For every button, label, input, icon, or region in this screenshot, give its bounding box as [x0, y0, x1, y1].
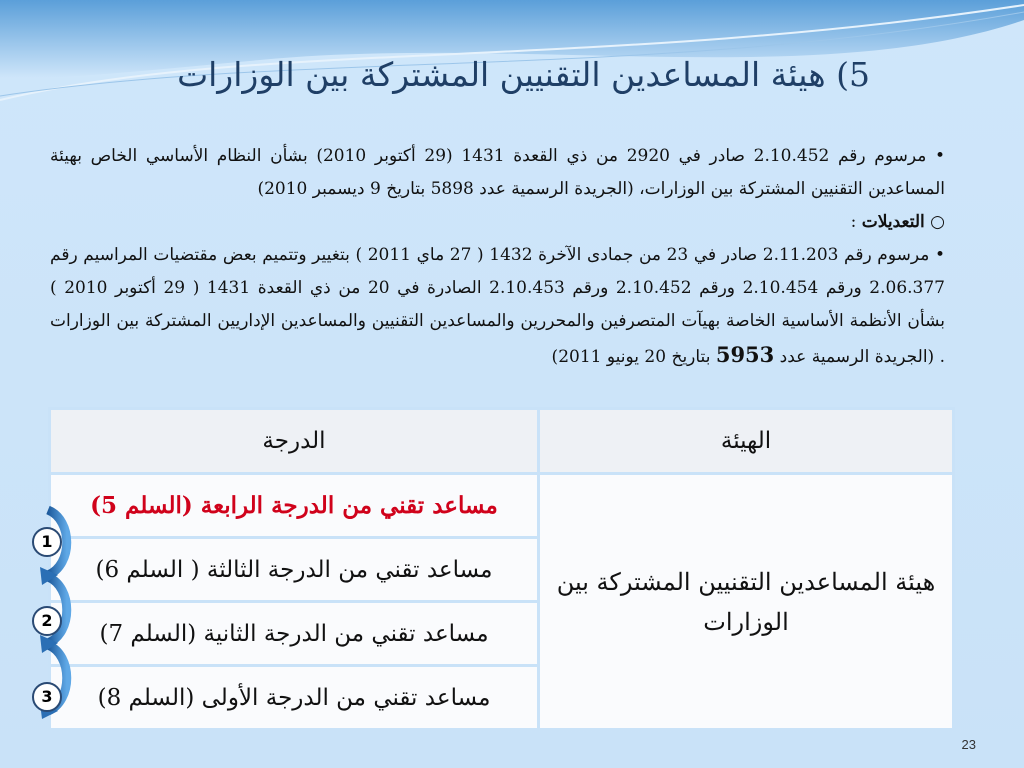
- amendments-line: [50, 206, 945, 239]
- gazette-number: 5953: [715, 342, 775, 367]
- body-name-cell: هيئة المساعدين التقنيين المشتركة بين الوزارات: [539, 474, 954, 730]
- grade-cell-4: مساعد تقني من الدرجة الأولى (السلم 8): [50, 666, 539, 730]
- grades-table: [48, 407, 955, 731]
- decree-bullet-1: • مرسوم رقم 2.10.452 صادر في 2920 من ذي القعدة 1431 (29 أكتوبر 2010) بشأن النظام الأساسي الخاص بهيئة المساعدين التقنيين المشتركة بين الوزارات، (الجريدة الرسمية عدد 5898 بتاريخ 9 ديسمبر 2010): [50, 146, 946, 199]
- grade-cell-1: مساعد تقني من الدرجة الرابعة (السلم 5): [50, 474, 539, 538]
- table-header-row: [50, 409, 954, 474]
- header-body: الهيئة: [539, 409, 954, 474]
- step-badge-1: 1: [32, 527, 62, 557]
- decree-bullet-2: [50, 239, 945, 374]
- amendments-label: التعديلات: [861, 212, 925, 232]
- grade-cell-2: مساعد تقني من الدرجة الثالثة ( السلم 6): [50, 538, 539, 602]
- amendments-colon: :: [850, 212, 862, 232]
- decree-bullet-2-text: • مرسوم رقم 2.11.203 صادر في 23 من جمادى الآخرة 1432 ( 27 ماي 2011 ) بتغيير وتتميم بعض مقتضيات المراسيم رقم 2.06.377 ورقم 2.10.454 ورقم 2.10.452 ورقم 2.10.453 الصادرة في 20 من ذي القعدة 1431 ( 29 أكتوبر 2010 ) بشأن الأنظمة الأساسية الخاصة بهيآت المتصرفين والمحررين والمساعدين التقنيين والمساعدين الإداريين المشتركة بين الوزارات . (الجريدة الرسمية عدد: [50, 245, 945, 367]
- slide-title: 5) هيئة المساعدين التقنيين المشتركة بين الوزارات: [177, 55, 870, 94]
- decree-bullet-2-tail: بتاريخ 20 يونيو 2011): [551, 347, 716, 367]
- circle-bullet-icon: ○: [930, 212, 945, 232]
- promotion-arrows: [18, 505, 78, 720]
- grade-cell-3: مساعد تقني من الدرجة الثانية (السلم 7): [50, 602, 539, 666]
- step-badge-2: 2: [32, 606, 62, 636]
- step-badge-3: 3: [32, 682, 62, 712]
- table-row: [50, 474, 954, 538]
- page-number: 23: [961, 737, 976, 752]
- header-grade: الدرجة: [50, 409, 539, 474]
- slide-body: [50, 140, 945, 374]
